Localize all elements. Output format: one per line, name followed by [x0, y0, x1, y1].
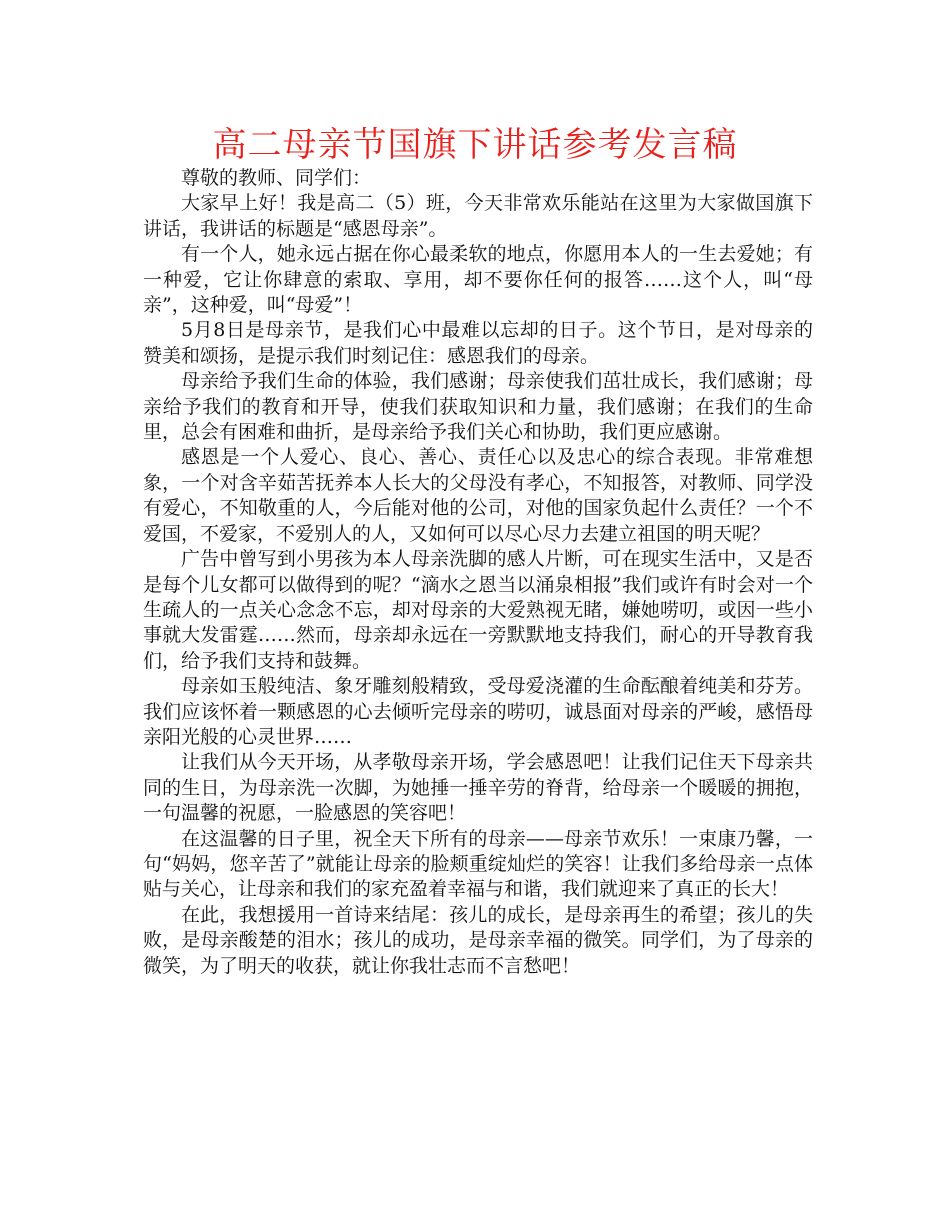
paragraph: 母亲如玉般纯洁、象牙雕刻般精致，受母爱浇灌的生命酝酿着纯美和芬芳。我们应该怀着一颗感恩的心去倾听完母亲的唠叨，诚恳面对母亲的严峻，感悟母亲阳光般的心灵世界……: [143, 675, 813, 748]
paragraph-closing: 在此，我想援用一首诗来结尾：孩儿的成长，是母亲再生的希望；孩儿的失败，是母亲酸楚的泪水；孩儿的成功，是母亲幸福的微笑。同学们，为了母亲的微笑，为了明天的收获，就让你我壮志而不言愁吧！: [143, 903, 813, 977]
paragraph: 有一个人，她永远占据在你心最柔软的地点，你愿用本人的一生去爱她；有一种爱，它让你肆意的索取、享用，却不要你任何的报答……这个人，叫“母亲”，这种爱，叫“母爱”！: [143, 243, 813, 317]
document-body: [143, 166, 813, 979]
document-title: 高二母亲节国旗下讲话参考发言稿: [212, 125, 738, 165]
paragraph: 广告中曾写到小男孩为本人母亲洗脚的感人片断，可在现实生活中，又是否是每个儿女都可以做得到的呢？“滴水之恩当以涌泉相报”我们或许有时会对一个生疏人的一点关心念念不忘，却对母亲的大爱熟视无睹，嫌她唠叨，或因一些小事就大发雷霆……然而，母亲却永远在一旁默默地支持我们，耐心的开导教育我们，给予我们支持和鼓舞。: [143, 548, 813, 672]
paragraph: 让我们从今天开场，从孝敬母亲开场，学会感恩吧！让我们记住天下母亲共同的生日，为母亲洗一次脚，为她捶一捶辛劳的脊背，给母亲一个暖暖的拥抱，一句温馨的祝愿，一脸感恩的笑容吧！: [143, 751, 813, 825]
paragraph: 母亲给予我们生命的体验，我们感谢；母亲使我们茁壮成长，我们感谢；母亲给予我们的教育和开导，使我们获取知识和力量，我们感谢；在我们的生命里，总会有困难和曲折，是母亲给予我们关心和协助，我们更应感谢。: [143, 370, 813, 444]
paragraph: 感恩是一个人爱心、良心、善心、责任心以及忠心的综合表现。非常难想象，一个对含辛茹苦抚养本人长大的父母没有孝心，不知报答，对教师、同学没有爱心，不知敬重的人，今后能对他的公司，对他的国家负起什么责任？一个不爱国，不爱家，不爱别人的人，又如何可以尽心尽力去建立祖国的明天呢？: [143, 446, 813, 545]
paragraph: 大家早上好！我是高二（5）班，今天非常欢乐能站在这里为大家做国旗下讲话，我讲话的标题是“感恩母亲”。: [143, 192, 813, 240]
paragraph-salutation: 尊敬的教师、同学们：: [181, 167, 372, 189]
paragraph: 5月8日是母亲节，是我们心中最难以忘却的日子。这个节日，是对母亲的赞美和颂扬，是提示我们时刻记住：感恩我们的母亲。: [143, 319, 813, 367]
paragraph: 在这温馨的日子里，祝全天下所有的母亲——母亲节欢乐！一束康乃馨，一句“妈妈，您辛苦了”就能让母亲的脸颊重绽灿烂的笑容！让我们多给母亲一点体贴与关心，让母亲和我们的家充盈着幸福与和谐，我们就迎来了真正的长大！: [143, 827, 813, 901]
